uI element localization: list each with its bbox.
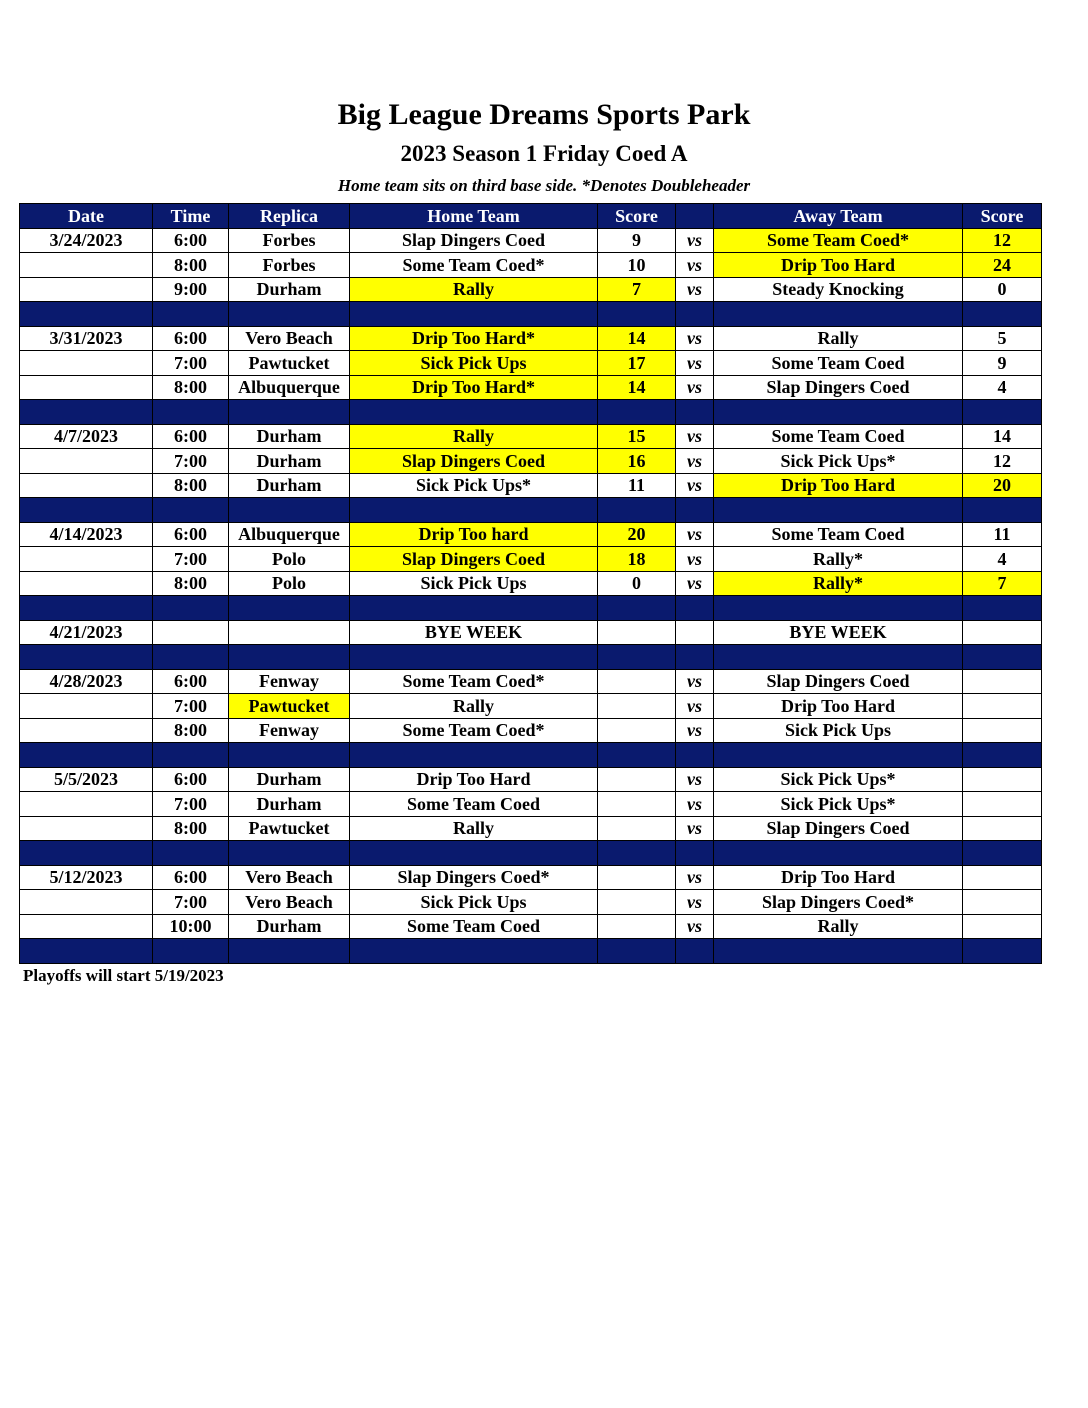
vs-cell: vs [676,767,714,792]
replica-cell: Albuquerque [229,522,350,547]
replica-cell: Pawtucket [229,351,350,376]
separator-cell [676,743,714,768]
replica-cell: Pawtucket [229,816,350,841]
home-score-cell: 14 [598,326,676,351]
date-cell: 5/12/2023 [20,865,153,890]
table-row [20,865,1042,890]
home-team-cell: Rally [350,277,598,302]
time-cell: 6:00 [153,522,229,547]
time-cell: 9:00 [153,277,229,302]
date-cell [20,375,153,400]
separator-cell [20,400,153,425]
separator-cell [20,743,153,768]
replica-cell: Vero Beach [229,326,350,351]
date-cell: 4/28/2023 [20,669,153,694]
separator-cell [229,302,350,327]
away-team-cell: Sick Pick Ups* [714,792,963,817]
date-cell [20,253,153,278]
table-row [20,914,1042,939]
time-cell: 6:00 [153,326,229,351]
separator-cell [350,498,598,523]
table-row [20,449,1042,474]
home-score-cell: 7 [598,277,676,302]
vs-cell: vs [676,669,714,694]
away-team-cell: Drip Too Hard [714,253,963,278]
away-score-cell: 5 [963,326,1042,351]
separator-row [20,596,1042,621]
away-score-cell [963,865,1042,890]
replica-cell: Durham [229,473,350,498]
home-team-cell: Slap Dingers Coed [350,228,598,253]
table-row [20,473,1042,498]
replica-cell: Fenway [229,718,350,743]
home-score-cell: 11 [598,473,676,498]
date-cell: 4/7/2023 [20,424,153,449]
replica-cell: Durham [229,277,350,302]
separator-cell [20,645,153,670]
time-cell: 8:00 [153,718,229,743]
separator-cell [350,596,598,621]
home-score-cell: 14 [598,375,676,400]
date-cell: 4/14/2023 [20,522,153,547]
separator-cell [20,939,153,964]
home-team-cell: BYE WEEK [350,620,598,645]
time-cell: 7:00 [153,351,229,376]
separator-cell [714,498,963,523]
separator-cell [229,645,350,670]
away-team-cell: Sick Pick Ups* [714,449,963,474]
separator-row [20,939,1042,964]
separator-cell [714,841,963,866]
away-team-cell: Rally* [714,547,963,572]
away-score-cell [963,718,1042,743]
date-cell: 3/24/2023 [20,228,153,253]
time-cell: 8:00 [153,253,229,278]
separator-row [20,841,1042,866]
separator-cell [153,498,229,523]
date-cell: 3/31/2023 [20,326,153,351]
separator-cell [229,939,350,964]
separator-cell [598,645,676,670]
home-team-cell: Some Team Coed [350,914,598,939]
away-score-cell: 24 [963,253,1042,278]
separator-cell [676,400,714,425]
date-cell [20,351,153,376]
date-cell [20,816,153,841]
table-row [20,522,1042,547]
vs-cell: vs [676,547,714,572]
col-header-home-score: Score [598,204,676,229]
replica-cell: Albuquerque [229,375,350,400]
separator-cell [598,596,676,621]
separator-cell [20,596,153,621]
table-row [20,620,1042,645]
vs-cell: vs [676,473,714,498]
away-score-cell [963,767,1042,792]
date-cell: 4/21/2023 [20,620,153,645]
home-score-cell [598,718,676,743]
separator-cell [963,302,1042,327]
separator-cell [20,302,153,327]
home-score-cell [598,890,676,915]
replica-cell: Durham [229,449,350,474]
away-score-cell: 20 [963,473,1042,498]
separator-cell [714,596,963,621]
schedule-body [20,228,1042,963]
table-row [20,571,1042,596]
separator-cell [676,302,714,327]
separator-cell [598,939,676,964]
separator-cell [153,743,229,768]
away-team-cell: Steady Knocking [714,277,963,302]
home-score-cell [598,865,676,890]
time-cell: 8:00 [153,375,229,400]
vs-cell: vs [676,253,714,278]
away-score-cell [963,914,1042,939]
time-cell: 10:00 [153,914,229,939]
separator-cell [229,400,350,425]
separator-row [20,400,1042,425]
vs-cell: vs [676,865,714,890]
home-score-cell [598,767,676,792]
separator-cell [676,596,714,621]
home-team-cell: Drip Too hard [350,522,598,547]
home-team-cell: Some Team Coed* [350,718,598,743]
separator-cell [598,302,676,327]
away-team-cell: Slap Dingers Coed [714,816,963,841]
home-team-cell: Drip Too Hard* [350,326,598,351]
separator-cell [963,596,1042,621]
separator-cell [350,939,598,964]
home-score-cell [598,792,676,817]
home-team-cell: Rally [350,694,598,719]
table-row [20,228,1042,253]
time-cell: 7:00 [153,449,229,474]
replica-cell [229,620,350,645]
col-header-date: Date [20,204,153,229]
replica-cell: Polo [229,547,350,572]
date-cell [20,914,153,939]
away-team-cell: Slap Dingers Coed [714,375,963,400]
replica-cell: Vero Beach [229,890,350,915]
table-row [20,424,1042,449]
away-team-cell: Some Team Coed* [714,228,963,253]
replica-cell: Durham [229,914,350,939]
table-row [20,718,1042,743]
away-team-cell: Rally* [714,571,963,596]
separator-cell [598,841,676,866]
col-header-away-score: Score [963,204,1042,229]
away-team-cell: Drip Too Hard [714,865,963,890]
separator-row [20,302,1042,327]
date-cell [20,277,153,302]
home-team-cell: Drip Too Hard [350,767,598,792]
separator-cell [714,400,963,425]
separator-cell [714,743,963,768]
home-score-cell: 10 [598,253,676,278]
separator-cell [20,841,153,866]
separator-cell [350,841,598,866]
home-team-cell: Slap Dingers Coed [350,449,598,474]
home-team-cell: Sick Pick Ups [350,571,598,596]
home-score-cell [598,694,676,719]
col-header-time: Time [153,204,229,229]
away-team-cell: Slap Dingers Coed [714,669,963,694]
time-cell: 6:00 [153,767,229,792]
separator-cell [598,400,676,425]
table-row [20,767,1042,792]
vs-cell: vs [676,424,714,449]
away-score-cell: 9 [963,351,1042,376]
vs-cell: vs [676,277,714,302]
replica-cell: Vero Beach [229,865,350,890]
separator-cell [963,743,1042,768]
home-team-cell: Some Team Coed* [350,669,598,694]
separator-cell [676,645,714,670]
home-score-cell [598,816,676,841]
home-score-cell: 17 [598,351,676,376]
home-score-cell: 0 [598,571,676,596]
away-score-cell [963,816,1042,841]
away-score-cell: 12 [963,449,1042,474]
replica-cell: Pawtucket [229,694,350,719]
separator-cell [229,841,350,866]
date-cell [20,718,153,743]
separator-row [20,743,1042,768]
col-header-home-team: Home Team [350,204,598,229]
separator-cell [350,645,598,670]
replica-cell: Durham [229,424,350,449]
home-team-cell: Some Team Coed* [350,253,598,278]
footer-note: Playoffs will start 5/19/2023 [23,966,224,985]
separator-cell [229,743,350,768]
col-header-away-team: Away Team [714,204,963,229]
time-cell: 7:00 [153,890,229,915]
home-score-cell [598,914,676,939]
separator-cell [153,596,229,621]
away-score-cell: 0 [963,277,1042,302]
separator-cell [153,400,229,425]
date-cell [20,792,153,817]
table-header-row [20,204,1042,229]
date-cell [20,473,153,498]
vs-cell: vs [676,718,714,743]
home-team-cell: Slap Dingers Coed [350,547,598,572]
separator-cell [229,498,350,523]
home-team-cell: Sick Pick Ups* [350,473,598,498]
time-cell: 6:00 [153,669,229,694]
date-cell [20,449,153,474]
away-score-cell [963,620,1042,645]
home-score-cell [598,669,676,694]
separator-cell [153,645,229,670]
table-row [20,547,1042,572]
home-team-cell: Sick Pick Ups [350,890,598,915]
separator-cell [153,841,229,866]
table-row [20,326,1042,351]
table-row [20,792,1042,817]
separator-cell [963,400,1042,425]
replica-cell: Forbes [229,228,350,253]
vs-cell: vs [676,890,714,915]
away-score-cell: 14 [963,424,1042,449]
replica-cell: Polo [229,571,350,596]
table-row [20,253,1042,278]
vs-cell: vs [676,228,714,253]
away-team-cell: Rally [714,914,963,939]
away-score-cell: 7 [963,571,1042,596]
time-cell: 6:00 [153,865,229,890]
separator-cell [676,841,714,866]
vs-cell [676,620,714,645]
separator-row [20,645,1042,670]
table-row [20,669,1042,694]
home-team-cell: Sick Pick Ups [350,351,598,376]
away-score-cell: 11 [963,522,1042,547]
table-row [20,277,1042,302]
page-title: Big League Dreams Sports Park [337,98,751,131]
away-score-cell: 4 [963,547,1042,572]
table-row [20,816,1042,841]
away-team-cell: Sick Pick Ups [714,718,963,743]
separator-cell [714,302,963,327]
vs-cell: vs [676,351,714,376]
home-score-cell: 16 [598,449,676,474]
away-score-cell: 12 [963,228,1042,253]
away-team-cell: Some Team Coed [714,424,963,449]
col-header-vs [676,204,714,229]
away-team-cell: Some Team Coed [714,351,963,376]
away-score-cell [963,890,1042,915]
away-team-cell: Slap Dingers Coed* [714,890,963,915]
replica-cell: Forbes [229,253,350,278]
header-note: Home team sits on third base side. *Denotes Doubleheader [337,176,751,195]
table-row [20,890,1042,915]
table-row [20,351,1042,376]
separator-row [20,498,1042,523]
vs-cell: vs [676,326,714,351]
away-score-cell: 4 [963,375,1042,400]
separator-cell [20,498,153,523]
separator-cell [963,939,1042,964]
away-team-cell: Rally [714,326,963,351]
home-score-cell: 18 [598,547,676,572]
away-team-cell: Drip Too Hard [714,473,963,498]
away-team-cell: BYE WEEK [714,620,963,645]
time-cell: 7:00 [153,547,229,572]
vs-cell: vs [676,449,714,474]
replica-cell: Fenway [229,669,350,694]
time-cell: 7:00 [153,694,229,719]
away-team-cell: Sick Pick Ups* [714,767,963,792]
time-cell: 6:00 [153,228,229,253]
separator-cell [350,743,598,768]
separator-cell [229,596,350,621]
date-cell: 5/5/2023 [20,767,153,792]
time-cell: 7:00 [153,792,229,817]
vs-cell: vs [676,792,714,817]
home-score-cell: 9 [598,228,676,253]
home-score-cell: 20 [598,522,676,547]
date-cell [20,890,153,915]
vs-cell: vs [676,375,714,400]
date-cell [20,547,153,572]
vs-cell: vs [676,816,714,841]
separator-cell [676,939,714,964]
time-cell: 8:00 [153,473,229,498]
time-cell: 6:00 [153,424,229,449]
date-cell [20,694,153,719]
separator-cell [350,400,598,425]
separator-cell [153,939,229,964]
home-team-cell: Rally [350,424,598,449]
table-row [20,694,1042,719]
away-team-cell: Drip Too Hard [714,694,963,719]
away-score-cell [963,694,1042,719]
home-score-cell: 15 [598,424,676,449]
replica-cell: Durham [229,767,350,792]
vs-cell: vs [676,694,714,719]
separator-cell [598,498,676,523]
separator-cell [714,939,963,964]
separator-cell [153,302,229,327]
time-cell: 8:00 [153,816,229,841]
home-team-cell: Some Team Coed [350,792,598,817]
separator-cell [963,645,1042,670]
replica-cell: Durham [229,792,350,817]
away-team-cell: Some Team Coed [714,522,963,547]
date-cell [20,571,153,596]
away-score-cell [963,792,1042,817]
time-cell [153,620,229,645]
table-row [20,375,1042,400]
separator-cell [714,645,963,670]
separator-cell [963,498,1042,523]
separator-cell [350,302,598,327]
schedule-table [19,203,1042,964]
home-team-cell: Drip Too Hard* [350,375,598,400]
separator-cell [963,841,1042,866]
page-subtitle: 2023 Season 1 Friday Coed A [400,141,688,166]
time-cell: 8:00 [153,571,229,596]
separator-cell [676,498,714,523]
col-header-replica: Replica [229,204,350,229]
separator-cell [598,743,676,768]
home-team-cell: Rally [350,816,598,841]
vs-cell: vs [676,522,714,547]
vs-cell: vs [676,571,714,596]
vs-cell: vs [676,914,714,939]
away-score-cell [963,669,1042,694]
home-score-cell [598,620,676,645]
home-team-cell: Slap Dingers Coed* [350,865,598,890]
